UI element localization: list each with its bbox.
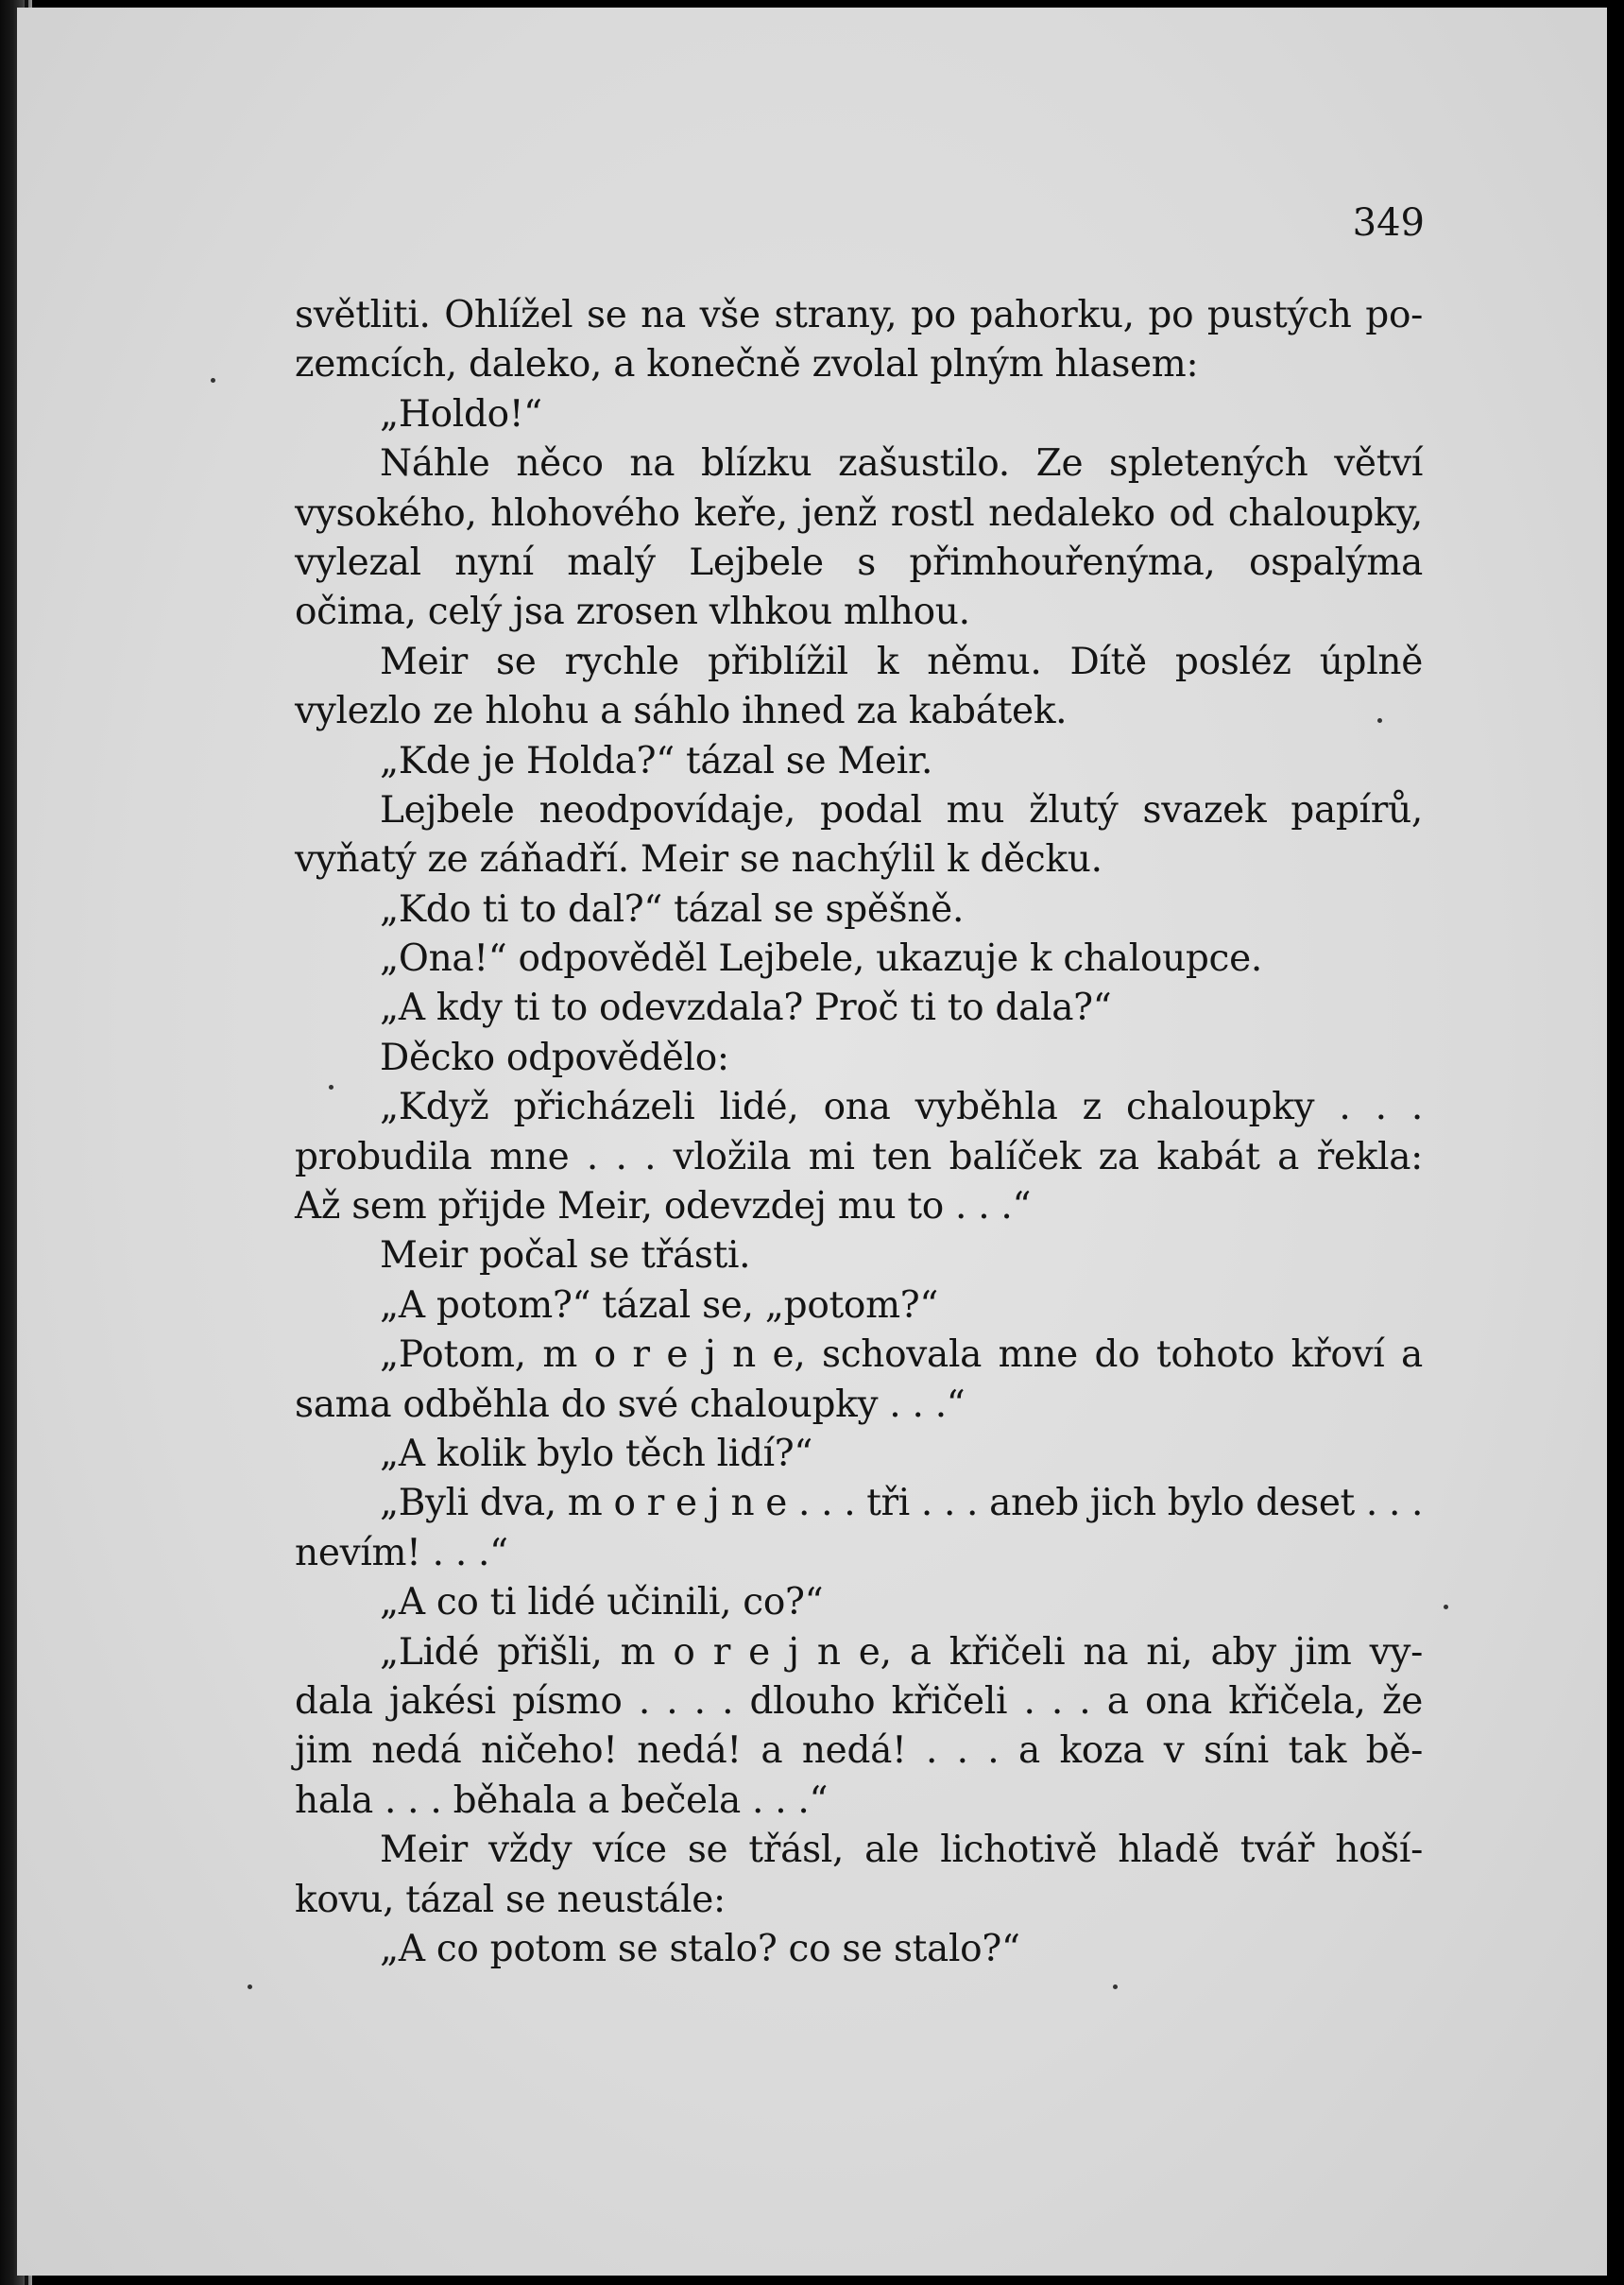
text-line: Děcko odpovědělo: xyxy=(380,1036,729,1079)
dust-speck xyxy=(329,1085,333,1090)
text-line: sama odběhla do své chaloupky . . .“ xyxy=(295,1383,966,1426)
body-text xyxy=(295,291,1423,1974)
text-line: hala . . . běhala a bečela . . .“ xyxy=(295,1778,829,1822)
text-line: Lejbele neodpovídaje, podal mu žlutý svazek papírů, xyxy=(380,788,1423,832)
text-line: „Kde je Holda?“ tázal se Meir. xyxy=(380,739,933,782)
text-line: vylezlo ze hlohu a sáhlo ihned za kabátek. xyxy=(295,690,1068,733)
text-line: Meir se rychle přiblížil k němu. Dítě posléz úplně xyxy=(380,640,1423,683)
text-line: zemcích, daleko, a konečně zvolal plným hlasem: xyxy=(295,343,1199,387)
text-line: Náhle něco na blízku zašustilo. Ze spletených větví xyxy=(380,442,1423,486)
book-page xyxy=(17,8,1607,2276)
text-line: probudila mne . . . vložila mi ten balíček za kabát a řekla: xyxy=(295,1135,1423,1178)
text-line: vyňatý ze záňadří. Meir se nachýlil k děcku. xyxy=(295,838,1103,882)
text-line: Meir počal se třásti. xyxy=(380,1234,751,1278)
text-line: „A kolik bylo těch lidí?“ xyxy=(380,1432,813,1475)
text-line: „A co ti lidé učinili, co?“ xyxy=(380,1581,824,1624)
text-line: „A kdy ti to odevzdala? Proč ti to dala?“ xyxy=(380,987,1112,1030)
page-number: 349 xyxy=(1352,201,1425,245)
text-line: „Lidé přišli, m o r e j n e, a křičeli na ni, aby jim vy- xyxy=(380,1630,1423,1674)
text-line: kovu, tázal se neustále: xyxy=(295,1878,726,1921)
text-line: „A potom?“ tázal se, „potom?“ xyxy=(380,1283,939,1327)
text-line: „Holdo!“ xyxy=(380,392,542,436)
text-line: Meir vždy více se třásl, ale lichotivě hladě tvář hoší- xyxy=(380,1829,1423,1872)
text-line: dala jakési písmo . . . . dlouho křičeli . . . a ona křičela, že xyxy=(295,1679,1423,1723)
dust-speck xyxy=(1444,1605,1448,1609)
dust-speck xyxy=(1113,1984,1118,1989)
text-line: světliti. Ohlížel se na vše strany, po pahorku, po pustých po- xyxy=(295,294,1423,336)
text-line: „Když přicházeli lidé, ona vyběhla z chaloupky . . . xyxy=(380,1086,1423,1129)
text-line: Až sem přijde Meir, odevzdej mu to . . .“ xyxy=(295,1185,1032,1228)
text-line: vysokého, hlohového keře, jenž rostl nedaleko od chaloupky, xyxy=(295,491,1423,535)
dust-speck xyxy=(248,1984,252,1989)
text-line: vylezal nyní malý Lejbele s přimhouřenýma, ospalýma xyxy=(295,541,1423,584)
text-line: „A co potom se stalo? co se stalo?“ xyxy=(380,1927,1020,1970)
text-line: „Byli dva, m o r e j n e . . . tři . . . aneb jich bylo deset . . . xyxy=(380,1482,1423,1525)
dust-speck xyxy=(211,378,215,383)
text-line: „Potom, m o r e j n e, schovala mne do tohoto křoví a xyxy=(380,1333,1423,1377)
dust-speck xyxy=(1377,718,1382,723)
text-line: očima, celý jsa zrosen vlhkou mlhou. xyxy=(295,591,970,634)
text-line: nevím! . . .“ xyxy=(295,1531,508,1574)
text-line: „Ona!“ odpověděl Lejbele, ukazuje k chaloupce. xyxy=(380,937,1262,981)
text-line: jim nedá ničeho! nedá! a nedá! . . . a koza v síni tak bě- xyxy=(295,1729,1423,1773)
text-line: „Kdo ti to dal?“ tázal se spěšně. xyxy=(380,887,965,931)
